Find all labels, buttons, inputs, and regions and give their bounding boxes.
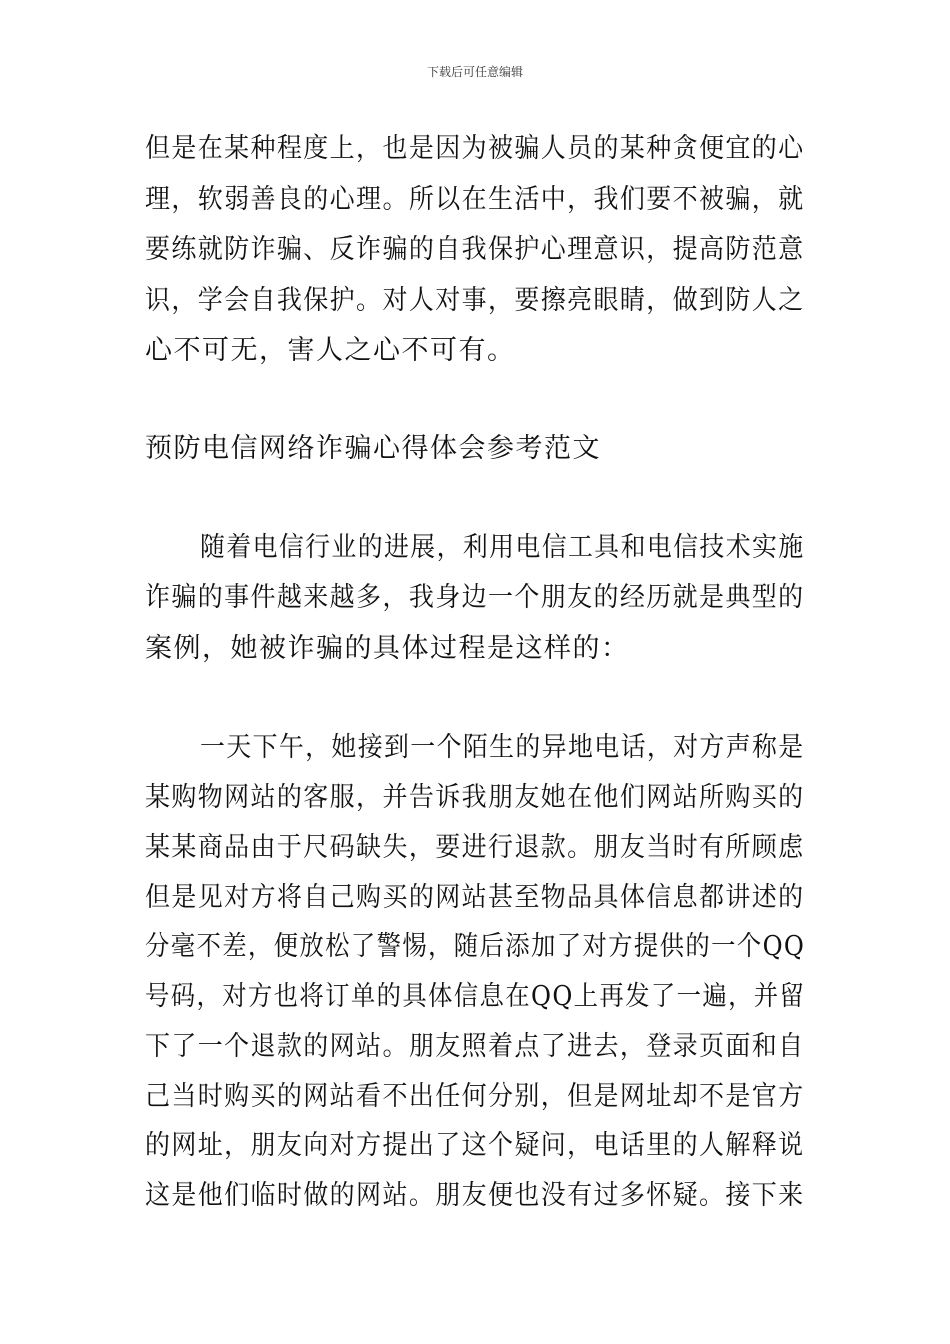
text-line: 下了一个退款的网站。朋友照着点了进去，登录页面和自: [145, 1031, 805, 1062]
text-line: 要练就防诈骗、反诈骗的自我保护心理意识，提高防范意: [145, 234, 805, 265]
page-header: 下载后可任意编辑: [426, 65, 523, 79]
text-line: 一天下午，她接到一个陌生的异地电话，对方声称是: [200, 732, 805, 763]
text-line: 某某商品由于尺码缺失，要进行退款。朋友当时有所顾虑: [145, 832, 805, 863]
text-line: 识，学会自我保护。对人对事，要擦亮眼睛，做到防人之: [145, 285, 805, 316]
text-line: 随着电信行业的进展，利用电信工具和电信技术实施: [200, 532, 805, 563]
text-line: 但是在某种程度上，也是因为被骗人员的某种贪便宜的心: [145, 133, 805, 164]
text-line: 但是见对方将自己购买的网站甚至物品具体信息都讲述的: [145, 882, 805, 913]
text-line: 这是他们临时做的网站。朋友便也没有过多怀疑。接下来: [145, 1180, 805, 1211]
text-line: 己当时购买的网站看不出任何分别，但是网址却不是官方: [145, 1081, 805, 1112]
text-line: 诈骗的事件越来越多，我身边一个朋友的经历就是典型的: [145, 582, 805, 613]
text-line: 号码，对方也将订单的具体信息在QQ上再发了一遍，并留: [145, 981, 806, 1012]
text-line: 心不可无，害人之心不可有。: [145, 335, 516, 366]
section-title: 预防电信网络诈骗心得体会参考范文: [145, 433, 601, 464]
text-line: 某购物网站的客服，并告诉我朋友她在他们网站所购买的: [145, 782, 805, 813]
text-line: 理，软弱善良的心理。所以在生活中，我们要不被骗，就: [145, 184, 805, 215]
text-line: 案例，她被诈骗的具体过程是这样的：: [145, 633, 630, 664]
text-line: 的网址，朋友向对方提出了这个疑问，电话里的人解释说: [145, 1130, 805, 1161]
text-line: 分毫不差，便放松了警惕，随后添加了对方提供的一个QQ: [145, 931, 806, 962]
